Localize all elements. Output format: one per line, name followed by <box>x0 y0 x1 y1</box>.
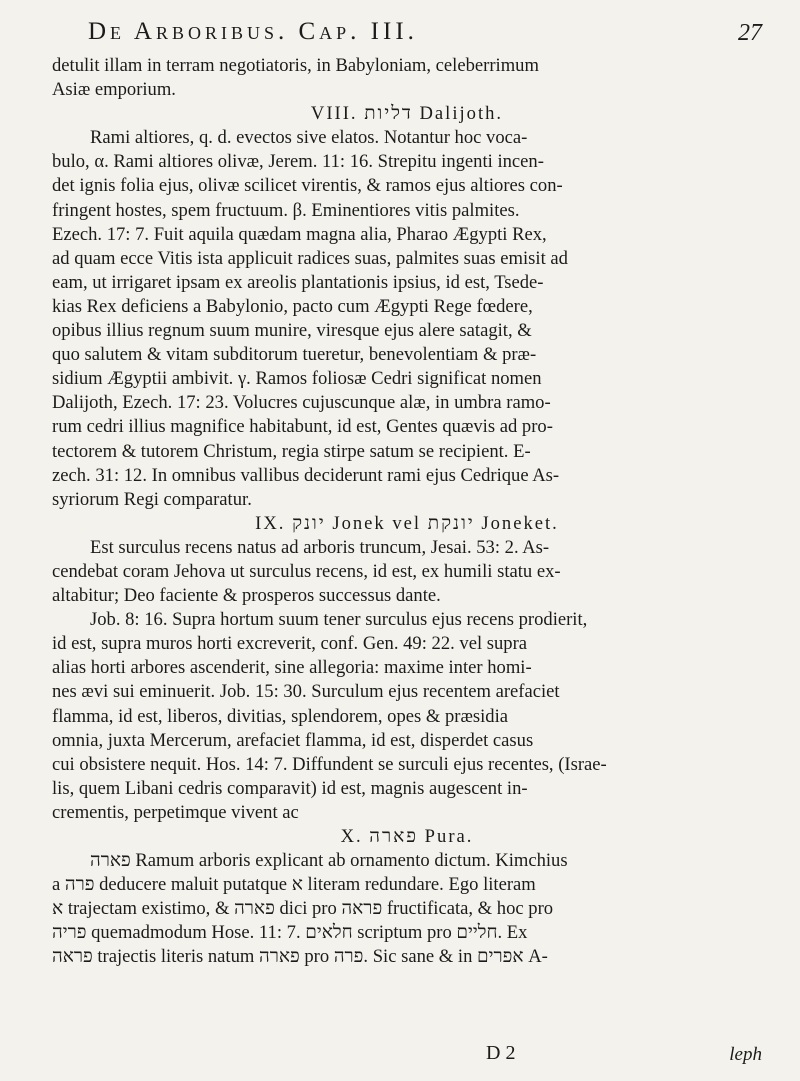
text-line: zech. 31: 12. In omnibus vallibus deciderunt rami ejus Cedrique As- <box>52 464 560 486</box>
text-line: altabitur; Deo faciente & prosperos successus dante. <box>52 585 441 607</box>
text-line: kias Rex deficiens a Babylonio, pacto cum Ægypti Rege fœdere, <box>52 295 533 317</box>
text-line: nes ævi sui eminuerit. Job. 15: 30. Surculum ejus recentem arefaciet <box>52 681 560 703</box>
text-line: quo salutem & vitam subditorum tueretur, benevolentiam & præ- <box>52 344 537 366</box>
text-line: crementis, perpetimque vivent ac <box>52 801 299 823</box>
text-line: ad quam ecce Vitis ista applicuit radices suas, palmites suas emisit ad <box>52 247 568 269</box>
section-heading: VIII. דליות Dalijoth. <box>310 103 504 125</box>
text-line: פראה trajectis literis natum פארה pro פרה. Sic sane & in אפרים A- <box>52 946 548 968</box>
text-line: tectorem & tutorem Christum, regia stirpe satum se recipient. E- <box>52 440 531 462</box>
text-line: eam, ut irrigaret ipsam ex areolis plantationis ipsius, id est, Tsede- <box>52 271 544 293</box>
text-line: fringent hostes, spem fructuum. β. Eminentiores vitis palmites. <box>52 199 520 221</box>
text-line: Job. 8: 16. Supra hortum suum tener surculus ejus recens prodierit, <box>90 609 588 631</box>
page-number: 27 <box>738 20 762 46</box>
text-line: Ezech. 17: 7. Fuit aquila quædam magna alia, Pharao Ægypti Rex, <box>52 223 547 245</box>
text-line: bulo, α. Rami altiores olivæ, Jerem. 11: 16. Strepitu ingenti incen- <box>52 151 544 173</box>
text-line: פריה quemadmodum Hose. 11: 7. חלאים scriptum pro חליים. Ex <box>52 922 528 944</box>
text-line: syriorum Regi comparatur. <box>52 488 252 510</box>
text-line: Rami altiores, q. d. evectos sive elatos. Notantur hoc voca- <box>90 127 528 149</box>
text-line: א trajectam existimo, & פארה dici pro פראה fructificata, & hoc pro <box>52 898 554 920</box>
body-text <box>52 54 762 970</box>
text-line: a פרה deducere maluit putatque א literam redundare. Ego literam <box>52 874 536 896</box>
section-heading: X. פארה Pura. <box>340 826 474 847</box>
catchword: leph <box>729 1044 762 1065</box>
text-line: alias horti arbores ascenderit, sine allegoria: maxime inter homi- <box>52 657 532 679</box>
text-line: cendebat coram Jehova ut surculus recens, id est, ex humili statu ex- <box>52 560 561 582</box>
signature-mark: D 2 <box>486 1042 516 1064</box>
text-line: opibus illius regnum suum munire, viresque ejus alere satagit, & <box>52 320 532 342</box>
text-line: rum cedri illius magnifice habitabunt, id est, Gentes quævis ad pro- <box>52 416 553 438</box>
text-line: id est, supra muros horti excreverit, conf. Gen. 49: 22. vel supra <box>52 633 528 655</box>
text-line: פארה Ramum arboris explicant ab ornamento dictum. Kimchius <box>90 850 568 872</box>
running-title: De Arboribus. Cap. III. <box>88 18 418 45</box>
text-line: flamma, id est, liberos, divitias, splendorem, opes & præsidia <box>52 705 508 727</box>
text-line: detulit illam in terram negotiatoris, in Babyloniam, celeberrimum <box>52 55 539 76</box>
text-line: lis, quem Libani cedris comparavit) id est, magnis augescent in- <box>52 777 528 799</box>
section-heading: IX. יונק Jonek vel יונקת Joneket. <box>255 512 559 534</box>
text-line: omnia, juxta Mercerum, arefaciet flamma, id est, disperdet casus <box>52 729 534 751</box>
page-header <box>52 14 762 54</box>
text-line: sidium Ægyptii ambivit. γ. Ramos foliosæ Cedri significat nomen <box>52 368 542 390</box>
text-line: Asiæ emporium. <box>52 79 176 101</box>
text-line: Dalijoth, Ezech. 17: 23. Volucres cujuscunque alæ, in umbra ramo- <box>52 392 551 414</box>
book-page <box>52 14 762 970</box>
text-line: det ignis folia ejus, olivæ scilicet virentis, & ramos ejus altiores con- <box>52 175 563 197</box>
text-line: cui obsistere nequit. Hos. 14: 7. Diffundent se surculi ejus recentes, (Israe- <box>52 753 607 775</box>
text-line: Est surculus recens natus ad arboris truncum, Jesai. 53: 2. As- <box>90 536 550 558</box>
